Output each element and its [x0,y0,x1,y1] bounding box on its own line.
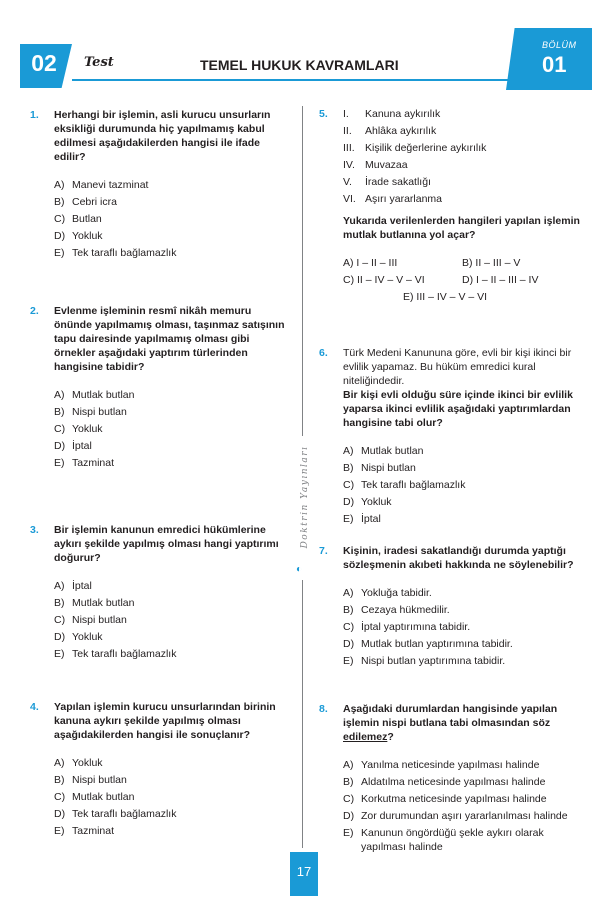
option-list [54,579,292,661]
question-stem: Bir kişi evli olduğu süre içinde ikinci bir evlilik yaparsa ikinci evlilik aşağıdaki yaptırımlardan hangisine tabi olur? [343,389,573,429]
header-rule [72,79,524,81]
option-a[interactable]: A) I – II – III [343,257,398,269]
question-8 [319,702,581,857]
option-c[interactable]: C) Korkutma neticesinde yapılması halinde [343,793,547,805]
roman-item: I. Kanuna aykırılık [343,108,441,120]
option-c[interactable]: C) Tek taraflı bağlamazlık [343,479,466,491]
option-b[interactable]: B) Mutlak butlan [54,597,135,609]
option-a[interactable]: A) Yokluğa tabidir. [343,587,432,599]
option-b[interactable]: B) Cebri icra [54,196,117,208]
option-c[interactable]: C) Nispi butlan [54,614,127,626]
question-stem: Evlenme işleminin resmî nikâh memuru önünde yapılmamış olması, taşınmaz satışının tapu dairesinde yapılmamış olması gibi örnekler aşağıdaki yaptırım türlerinden hangisine tabidir? [54,305,285,373]
question-number: 1. [30,109,39,121]
option-list [54,388,292,470]
option-b[interactable]: B) II – III – V [462,257,521,269]
option-d[interactable]: D) Tek taraflı bağlamazlık [54,808,177,820]
question-1 [30,108,292,263]
question-7 [319,544,581,671]
option-list [343,444,581,526]
section-label: BÖLÜM [542,40,577,50]
question-stem: Kişinin, iradesi sakatlandığı durumda yaptığı sözleşmenin akıbeti hakkında ne söylenebilir? [343,545,574,571]
option-e[interactable]: E) Tek taraflı bağlamazlık [54,247,177,259]
option-d[interactable]: D) Mutlak butlan yaptırımına tabidir. [343,638,513,650]
option-d[interactable]: D) Yokluk [343,496,392,508]
option-d[interactable]: D) Zor durumundan aşırı yararlanılması halinde [343,810,568,822]
option-d[interactable]: D) I – II – III – IV [462,274,539,286]
question-5 [319,107,581,304]
option-a[interactable]: A) Mutlak butlan [343,445,424,457]
publisher-logo-icon: ◐ [296,564,303,575]
question-number: 2. [30,305,39,317]
question-stem: Herhangi bir işlemin, asli kurucu unsurların eksikliği durumunda hiç yapılmamış kabul edilmesi aşağıdakilerden hangisi ile ifade edilir? [54,109,271,163]
option-a[interactable]: A) Yokluk [54,757,103,769]
option-b[interactable]: B) Nispi butlan [343,462,416,474]
roman-item: V. İrade sakatlığı [343,176,431,188]
question-intro: Türk Medeni Kanununa göre, evli bir kişi ikinci bir evlilik yapamaz. Bu hüküm emredici kural niteliğindedir. [343,347,572,387]
stem-emphasis: edilemez [343,731,388,743]
question-stem: Aşağıdaki durumlardan hangisinde yapılan işlemin nispi butlana tabi olmasından söz edilemez? [343,703,558,743]
option-a[interactable]: A) Yanılma neticesinde yapılması halinde [343,759,540,771]
roman-item: VI. Aşırı yararlanma [343,193,443,205]
question-number: 4. [30,701,39,713]
question-number: 7. [319,545,328,557]
option-grid [343,256,581,304]
page-title: TEMEL HUKUK KAVRAMLARI [200,57,399,73]
option-e[interactable]: E) İptal [343,513,381,525]
test-number: 02 [31,50,57,76]
option-c[interactable]: C) Mutlak butlan [54,791,135,803]
option-b[interactable]: B) Nispi butlan [54,774,127,786]
option-a[interactable]: A) İptal [54,580,92,592]
publisher-vertical-label: Doktrin Yayınları [300,445,310,549]
option-c[interactable]: C) II – IV – V – VI [343,274,425,286]
option-b[interactable]: B) Aldatılma neticesinde yapılması halinde [343,776,546,788]
section-number: 01 [542,52,567,77]
question-6 [319,346,581,529]
question-number: 3. [30,524,39,536]
page-number: 17 [296,864,312,879]
question-stem: Yapılan işlemin kurucu unsurlarından birinin kanuna aykırı şekilde yapılmış olması aşağıdakilerden hangisi ile sonuçlanır? [54,701,276,741]
question-number: 8. [319,703,328,715]
question-stem: Yukarıda verilenlerden hangileri yapılan işlemin mutlak butlanına yol açar? [343,215,580,241]
option-a[interactable]: A) Manevi tazminat [54,179,149,191]
option-b[interactable]: B) Nispi butlan [54,406,127,418]
question-number: 5. [319,108,328,120]
column-divider-top [302,106,303,436]
option-list [343,586,581,668]
roman-item: IV. Muvazaa [343,159,408,171]
option-list [54,178,292,260]
test-label: Test [84,55,114,70]
question-4 [30,700,292,841]
option-e[interactable]: E) III – IV – V – VI [403,291,488,303]
option-c[interactable]: C) İptal yaptırımına tabidir. [343,621,471,633]
question-number: 6. [319,347,328,359]
option-list [343,758,581,854]
option-a[interactable]: A) Mutlak butlan [54,389,135,401]
option-c[interactable]: C) Butlan [54,213,102,225]
option-d[interactable]: D) Yokluk [54,230,103,242]
question-stem: Bir işlemin kanunun emredici hükümlerine aykırı şekilde yapılmış olması hangi yaptırımı doğurur? [54,524,279,564]
column-divider-bottom [302,580,303,848]
option-e[interactable]: E) Tazminat [54,457,115,469]
roman-item: II. Ahlâka aykırılık [343,125,437,137]
page-header [0,0,613,100]
option-c[interactable]: C) Yokluk [54,423,103,435]
roman-item-list [343,107,581,206]
option-d[interactable]: D) Yokluk [54,631,103,643]
option-d[interactable]: D) İptal [54,440,92,452]
question-3 [30,523,292,664]
option-e[interactable]: E) Tek taraflı bağlamazlık [54,648,177,660]
option-e[interactable]: E) Kanunun öngördüğü şekle aykırı olarak yapılması halinde [343,827,544,853]
question-2 [30,304,292,473]
option-b[interactable]: B) Cezaya hükmedilir. [343,604,450,616]
option-list [54,756,292,838]
roman-item: III. Kişilik değerlerine aykırılık [343,142,487,154]
option-e[interactable]: E) Tazminat [54,825,115,837]
option-e[interactable]: E) Nispi butlan yaptırımına tabidir. [343,655,506,667]
